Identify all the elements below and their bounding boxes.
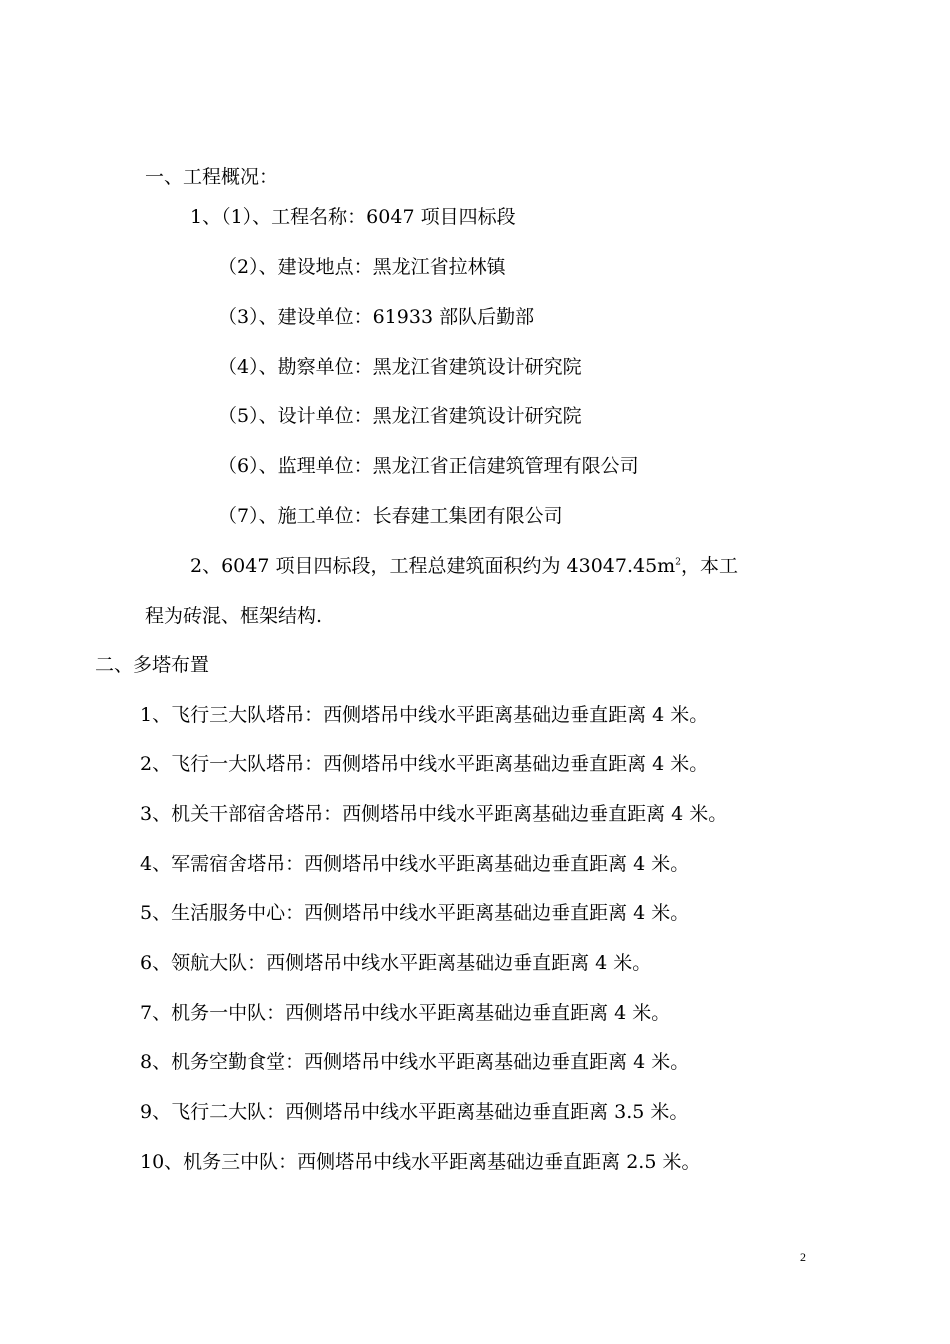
detail-owner: （3）、建设单位：61933 部队后勤部: [218, 306, 535, 328]
tower-item-3: 3、机关干部宿舍塔吊：西侧塔吊中线水平距离基础边垂直距离 4 米。: [140, 803, 728, 825]
item2-text-end: ，本工: [680, 555, 738, 577]
tower-item-5: 5、生活服务中心：西侧塔吊中线水平距离基础边垂直距离 4 米。: [140, 902, 690, 924]
tower-item-10: 10、机务三中队：西侧塔吊中线水平距离基础边垂直距离 2.5 米。: [140, 1151, 701, 1173]
item2-line2: 程为砖混、框架结构.: [145, 605, 323, 627]
tower-item-9: 9、飞行二大队：西侧塔吊中线水平距离基础边垂直距离 3.5 米。: [140, 1101, 689, 1123]
item2-superscript: 2: [675, 557, 681, 568]
tower-item-8: 8、机务空勤食堂：西侧塔吊中线水平距离基础边垂直距离 4 米。: [140, 1051, 690, 1073]
detail-construction: （7）、施工单位：长春建工集团有限公司: [218, 505, 563, 527]
detail-location: （2）、建设地点：黑龙江省拉林镇: [218, 256, 506, 278]
section1-heading: 一、工程概况：: [145, 166, 279, 188]
tower-item-2: 2、飞行一大队塔吊：西侧塔吊中线水平距离基础边垂直距离 4 米。: [140, 753, 709, 775]
tower-item-4: 4、军需宿舍塔吊：西侧塔吊中线水平距离基础边垂直距离 4 米。: [140, 853, 690, 875]
detail-design: （5）、设计单位：黑龙江省建筑设计研究院: [218, 405, 582, 427]
item2-line1: [190, 554, 738, 578]
project-name-line: 1、（1）、工程名称：6047 项目四标段: [190, 206, 516, 228]
page-number: 2: [800, 1250, 806, 1264]
tower-item-6: 6、领航大队：西侧塔吊中线水平距离基础边垂直距离 4 米。: [140, 952, 652, 974]
section2-heading: 二、多塔布置: [95, 654, 210, 676]
tower-item-7: 7、机务一中队：西侧塔吊中线水平距离基础边垂直距离 4 米。: [140, 1002, 671, 1024]
tower-item-1: 1、飞行三大队塔吊：西侧塔吊中线水平距离基础边垂直距离 4 米。: [140, 704, 709, 726]
item2-text: 2、6047 项目四标段，工程总建筑面积约为 43047.45m: [190, 555, 676, 577]
detail-supervision: （6）、监理单位：黑龙江省正信建筑管理有限公司: [218, 455, 639, 477]
detail-survey: （4）、勘察单位：黑龙江省建筑设计研究院: [218, 356, 582, 378]
